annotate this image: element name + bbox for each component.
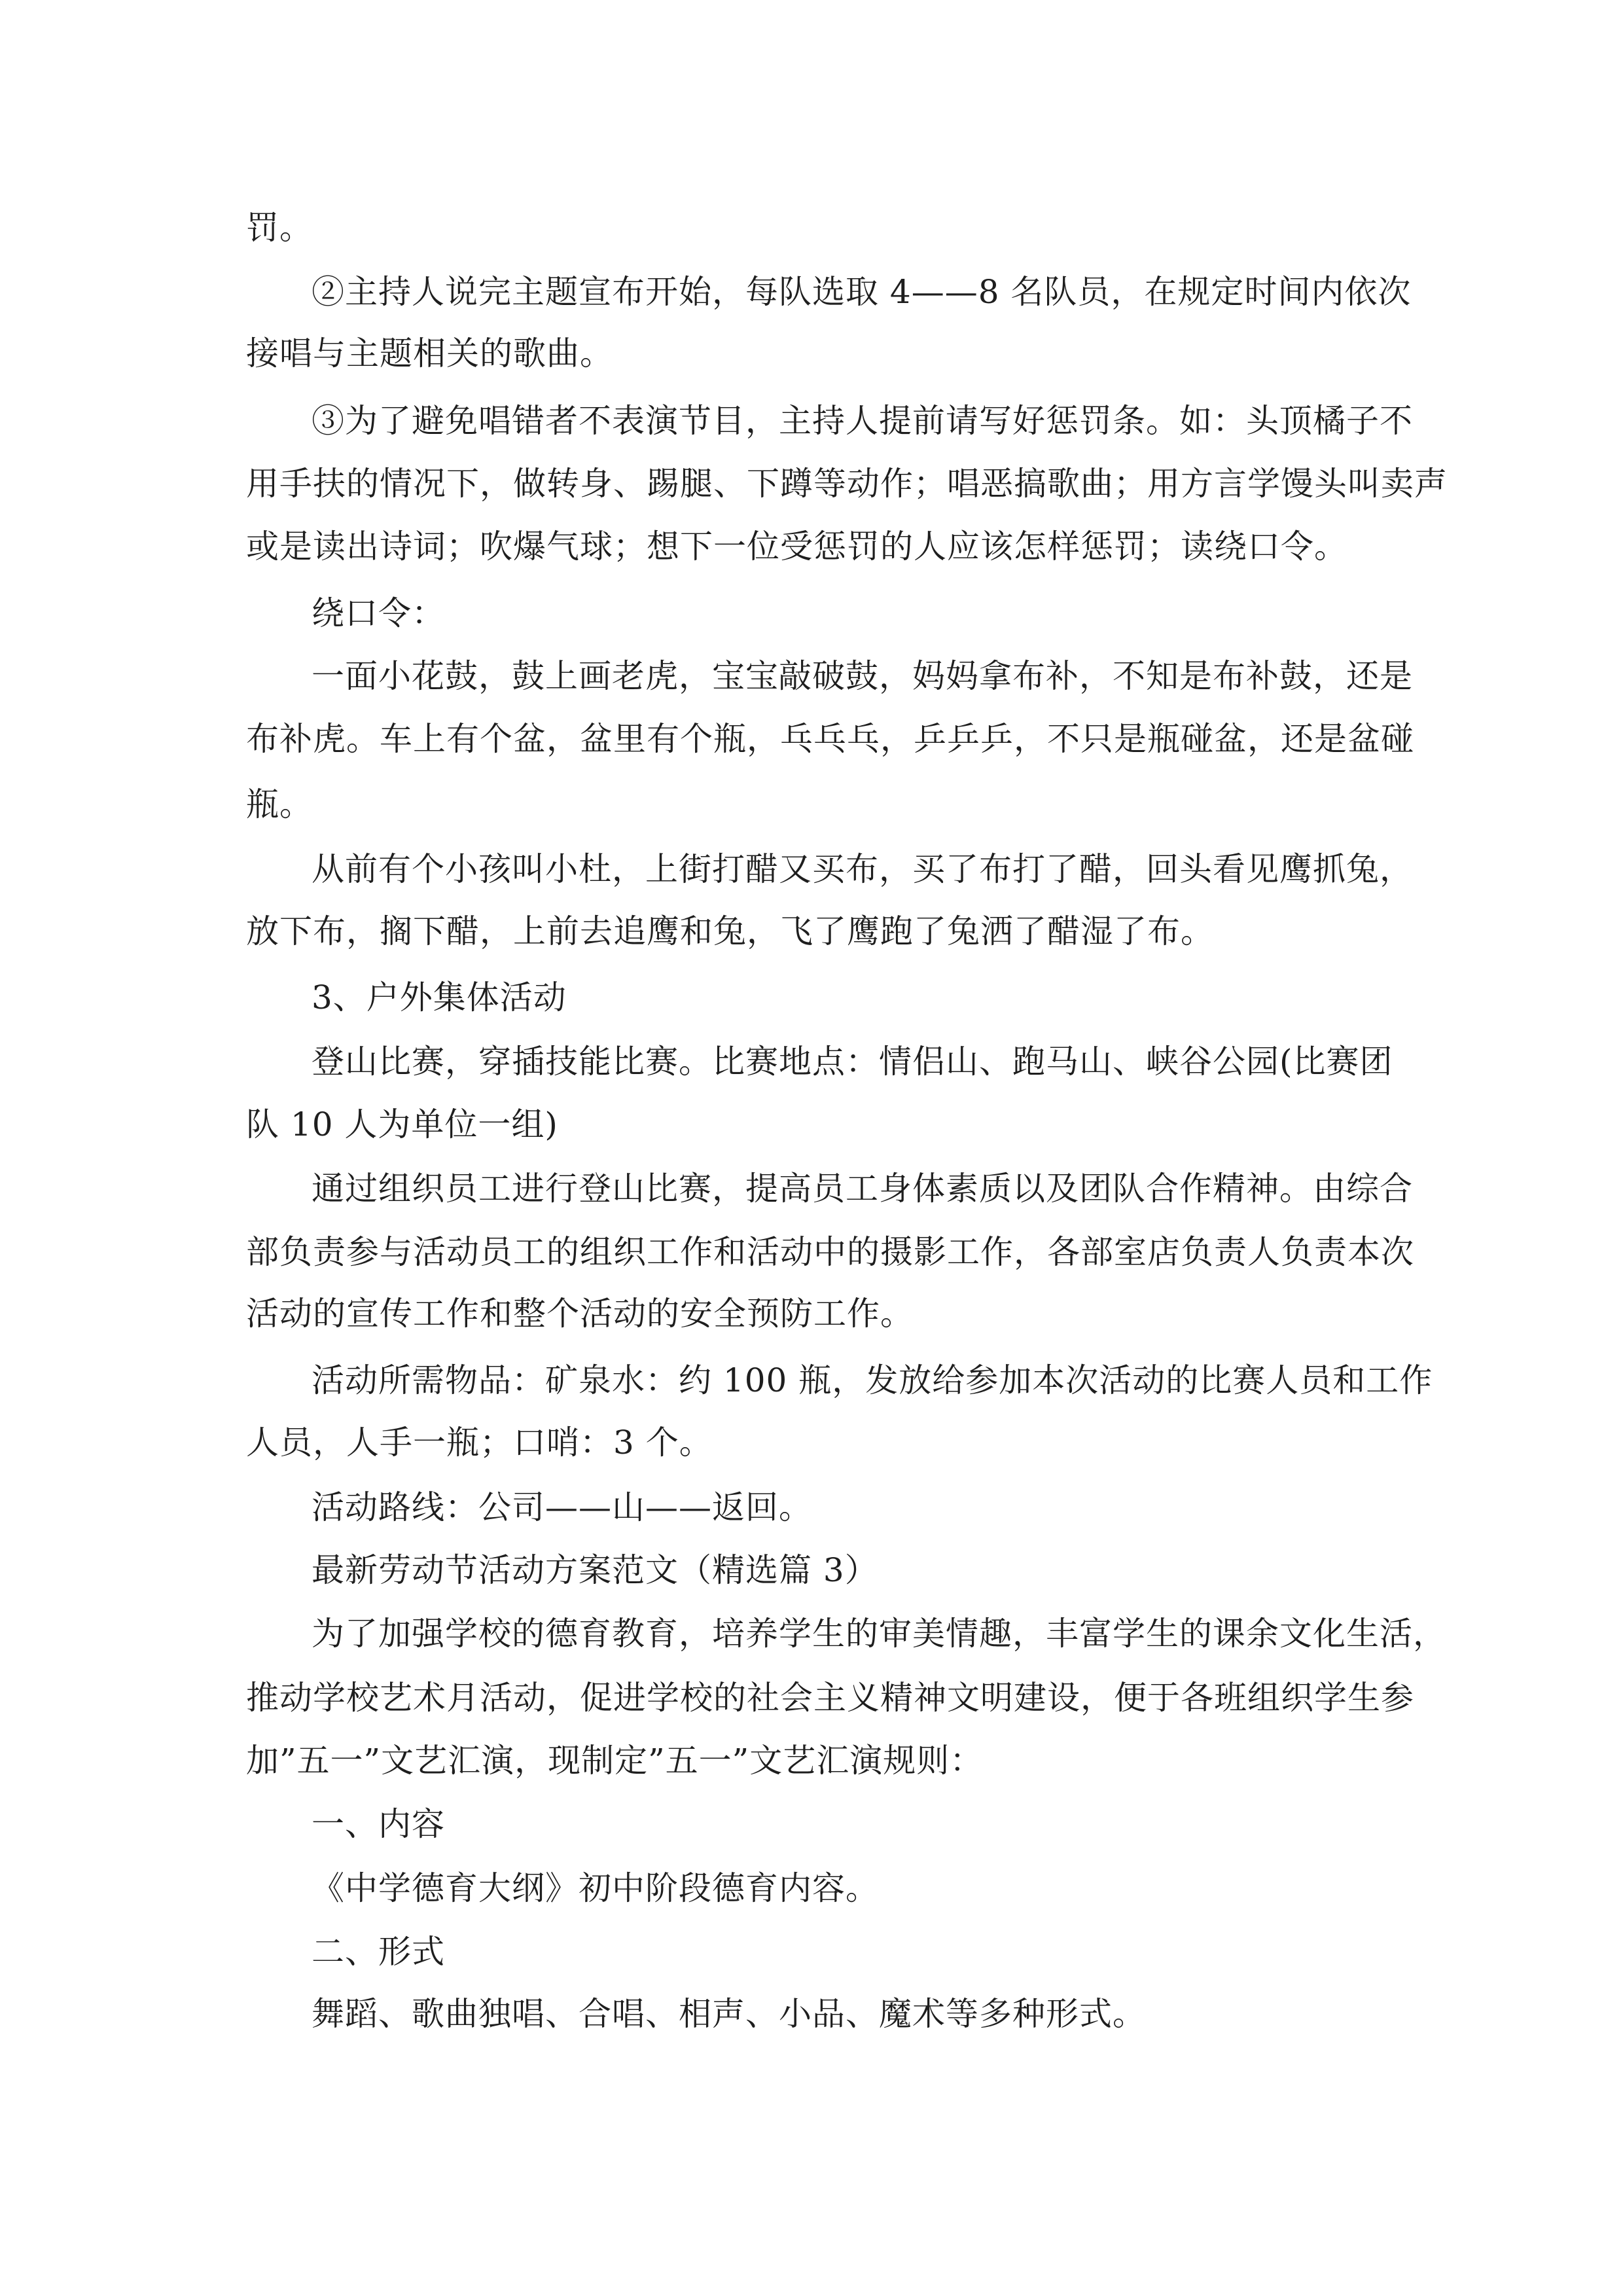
paragraph-line: 活动所需物品：矿泉水：约 100 瓶，发放给参加本次活动的比赛人员和工作 bbox=[312, 1361, 1433, 1399]
paragraph-line: ③为了避免唱错者不表演节目，主持人提前请写好惩罚条。如：头顶橘子不 bbox=[312, 402, 1413, 440]
paragraph-line: 登山比赛，穿插技能比赛。比赛地点：情侣山、跑马山、峡谷公园(比赛团 bbox=[312, 1043, 1393, 1081]
text-line: 布补虎。车上有个盆，盆里有个瓶，乓乓乓，乒乒乒，不只是瓶碰盆，还是盆碰 bbox=[246, 720, 1414, 758]
section-heading: 一、内容 bbox=[312, 1805, 445, 1843]
paragraph-line: 一面小花鼓，鼓上画老虎，宝宝敲破鼓，妈妈拿布补，不知是布补鼓，还是 bbox=[312, 657, 1413, 695]
text-line: 推动学校艺术月活动，促进学校的社会主义精神文明建设，便于各班组织学生参 bbox=[246, 1679, 1414, 1717]
text-line: 加”五一”文艺汇演，现制定”五一”文艺汇演规则： bbox=[246, 1742, 984, 1780]
text-line: 罚。 bbox=[246, 209, 313, 247]
paragraph-line: 从前有个小孩叫小杜，上街打醋又买布，买了布打了醋，回头看见鹰抓兔， bbox=[312, 850, 1413, 888]
article-title: 最新劳动节活动方案范文（精选篇 3） bbox=[312, 1551, 878, 1589]
section-heading: 二、形式 bbox=[312, 1933, 445, 1971]
paragraph-line: 活动路线：公司——山——返回。 bbox=[312, 1488, 812, 1526]
section-heading: 3、户外集体活动 bbox=[312, 978, 567, 1016]
paragraph-line: 绕口令： bbox=[312, 594, 445, 632]
text-line: 接唱与主题相关的歌曲。 bbox=[246, 334, 613, 372]
paragraph-line: ②主持人说完主题宣布开始，每队选取 4——8 名队员，在规定时间内依次 bbox=[312, 273, 1412, 311]
text-line: 放下布，搁下醋，上前去追鹰和兔，飞了鹰跑了兔洒了醋湿了布。 bbox=[246, 912, 1214, 950]
paragraph-line: 为了加强学校的德育教育，培养学生的审美情趣，丰富学生的课余文化生活， bbox=[312, 1615, 1446, 1653]
text-line: 活动的宣传工作和整个活动的安全预防工作。 bbox=[246, 1295, 914, 1333]
text-line: 人员，人手一瓶；口哨：3 个。 bbox=[246, 1424, 713, 1462]
paragraph-line: 《中学德育大纲》初中阶段德育内容。 bbox=[312, 1869, 879, 1907]
paragraph-line: 通过组织员工进行登山比赛，提高员工身体素质以及团队合作精神。由综合 bbox=[312, 1170, 1413, 1208]
text-line: 或是读出诗词；吹爆气球；想下一位受惩罚的人应该怎样惩罚；读绕口令。 bbox=[246, 528, 1347, 565]
text-line: 用手扶的情况下，做转身、踢腿、下蹲等动作；唱恶搞歌曲；用方言学馒头叫卖声 bbox=[246, 465, 1448, 503]
text-line: 队 10 人为单位一组) bbox=[246, 1105, 558, 1143]
text-line: 部负责参与活动员工的组织工作和活动中的摄影工作，各部室店负责人负责本次 bbox=[246, 1233, 1414, 1271]
paragraph-line: 舞蹈、歌曲独唱、合唱、相声、小品、魔术等多种形式。 bbox=[312, 1995, 1146, 2033]
text-line: 瓶。 bbox=[246, 785, 313, 823]
